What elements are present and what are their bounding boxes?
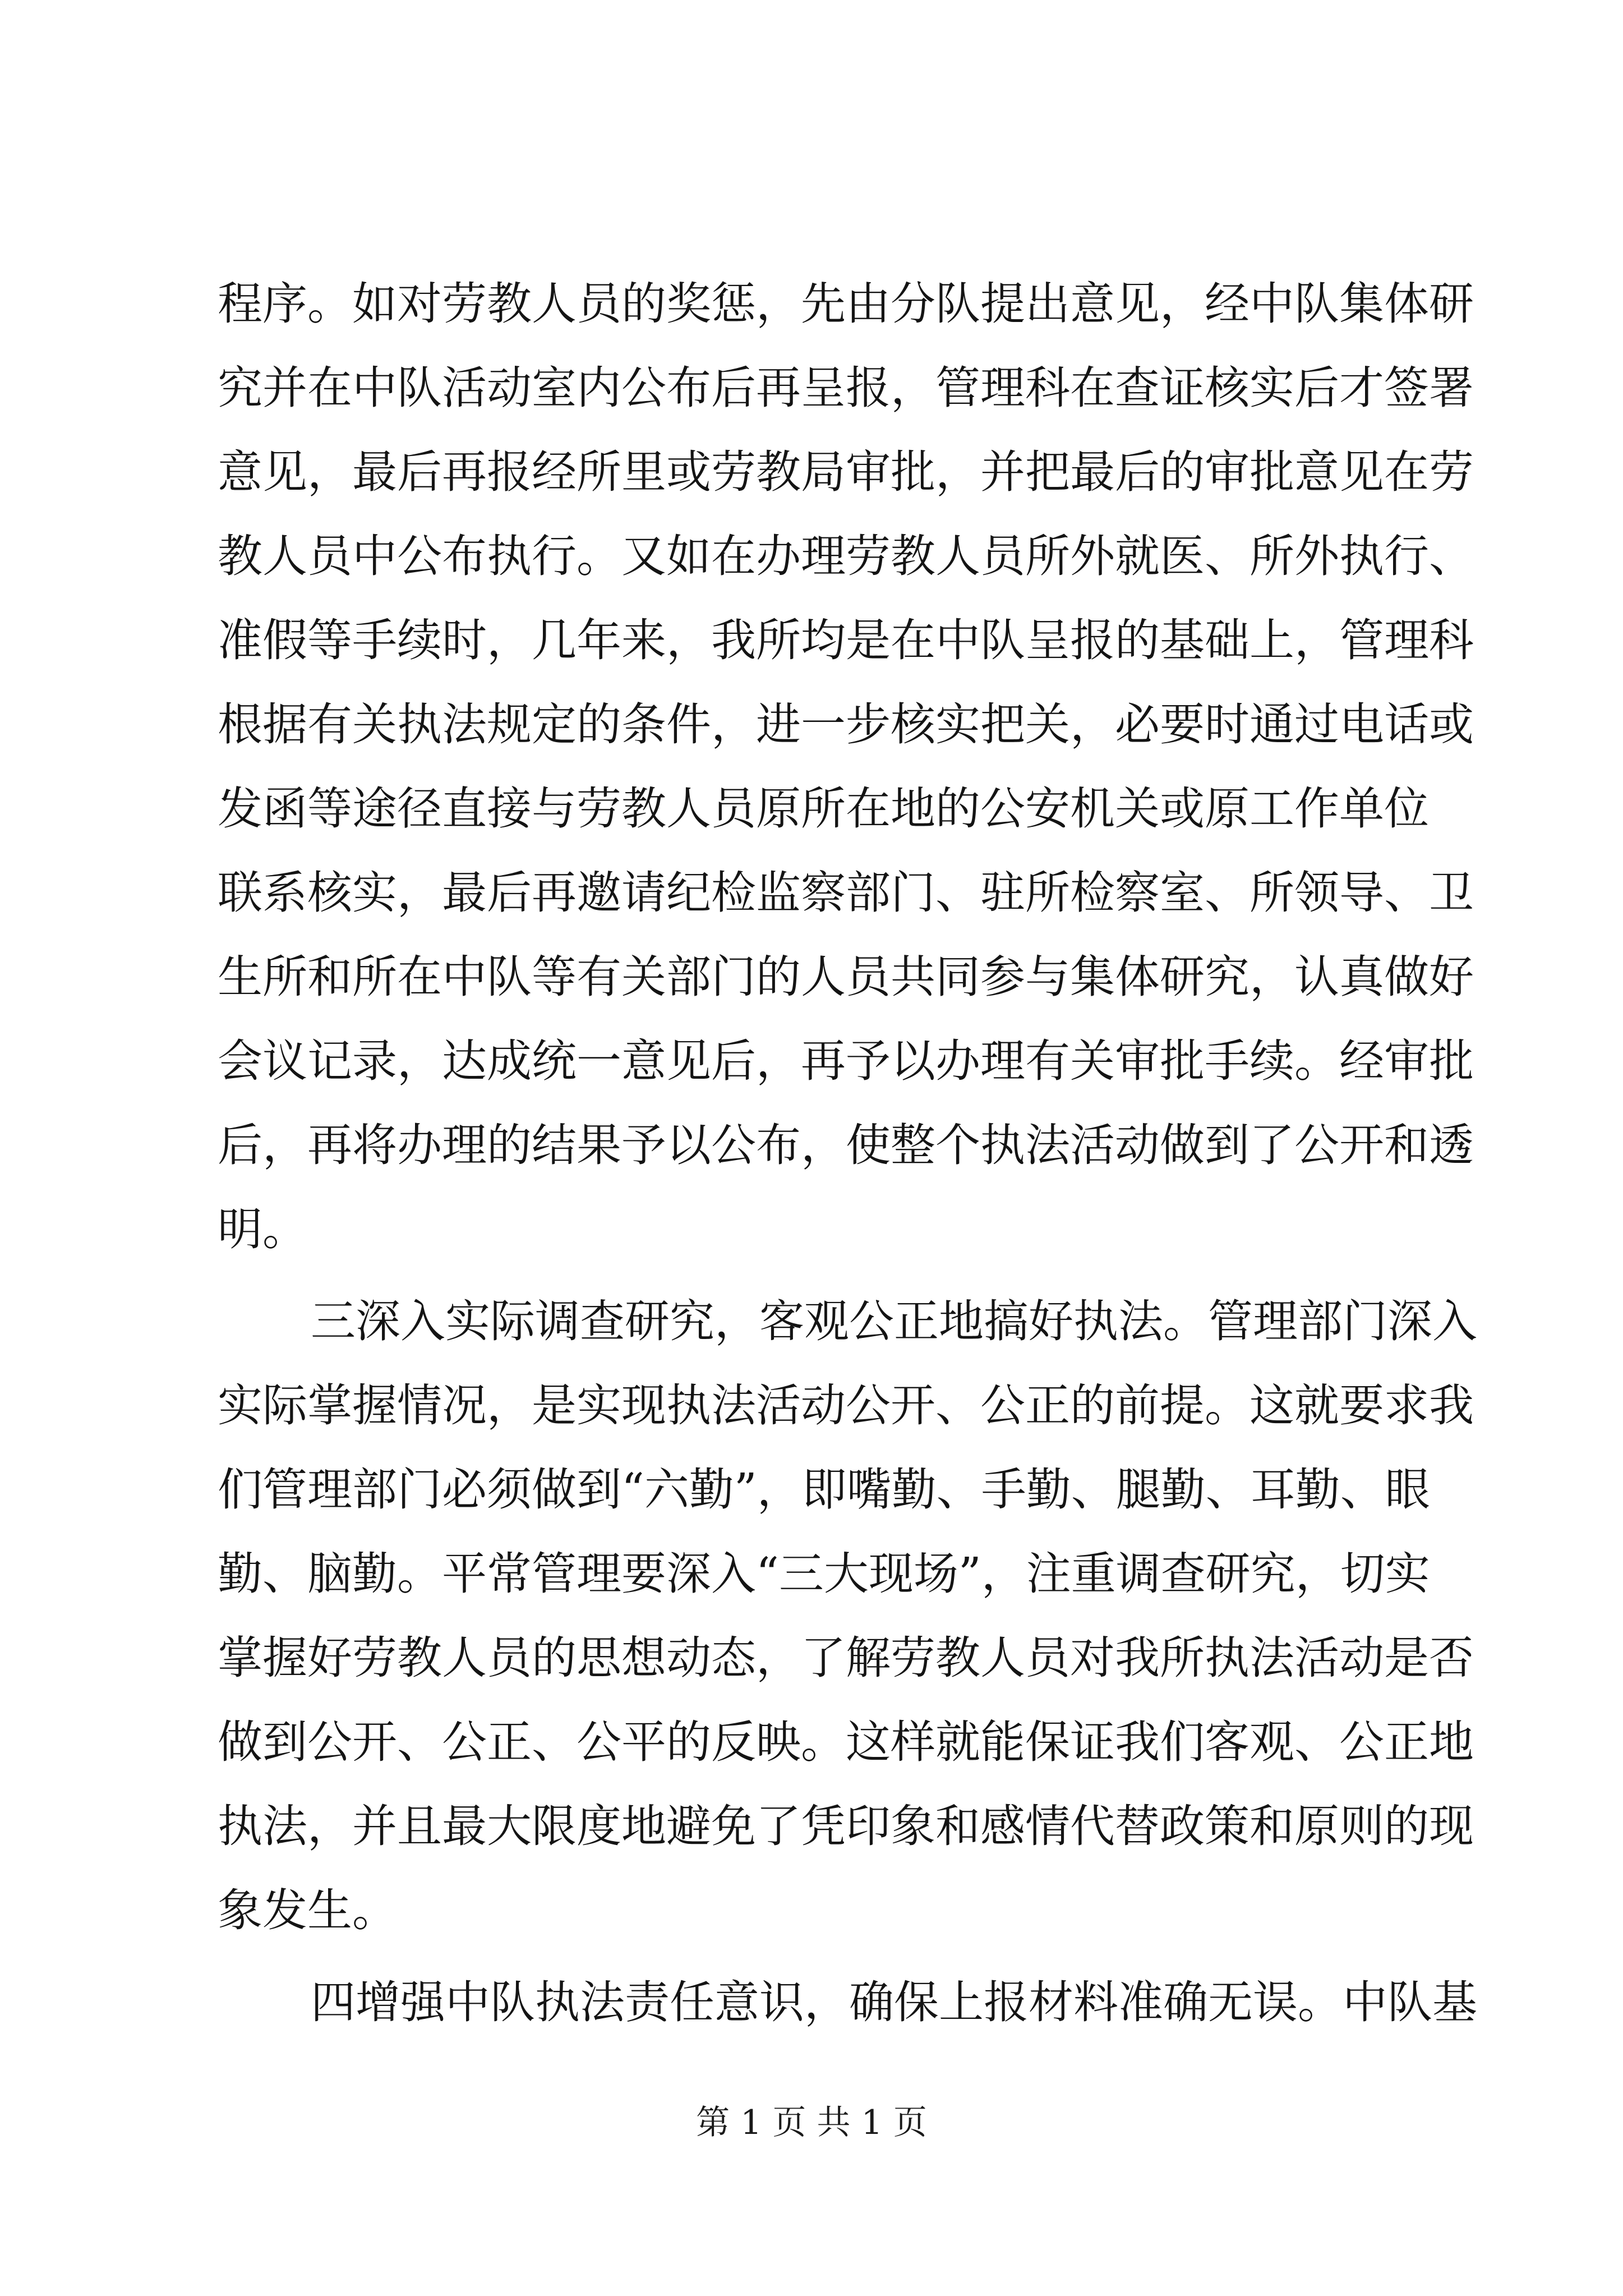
- text-line: 程序。如对劳教人员的奖惩，先由分队提出意见，经中队集体研: [218, 278, 1474, 330]
- text-line: 发函等途径直接与劳教人员原所在地的公安机关或原工作单位: [218, 783, 1429, 835]
- text-line: 掌握好劳教人员的思想动态，了解劳教人员对我所执法活动是否: [218, 1632, 1474, 1684]
- page-footer: 第 1 页 共 1 页: [696, 2103, 927, 2142]
- text-line: 究并在中队活动室内公布后再呈报，管理科在查证核实后才签署: [218, 362, 1474, 414]
- text-line: 教人员中公布执行。又如在办理劳教人员所外就医、所外执行、: [218, 530, 1474, 582]
- text-line: 四增强中队执法责任意识，确保上报材料准确无误。中队基: [311, 1976, 1477, 2028]
- text-line: 意见，最后再报经所里或劳教局审批，并把最后的审批意见在劳: [218, 446, 1474, 498]
- text-line: 做到公开、公正、公平的反映。这样就能保证我们客观、公正地: [218, 1716, 1474, 1768]
- text-line: 象发生。: [218, 1884, 397, 1936]
- text-line: 执法，并且最大限度地避免了凭印象和感情代替政策和原则的现: [218, 1800, 1474, 1852]
- text-line: 生所和所在中队等有关部门的人员共同参与集体研究，认真做好: [218, 951, 1474, 1003]
- text-line: 会议记录，达成统一意见后，再予以办理有关审批手续。经审批: [218, 1035, 1474, 1087]
- text-line: 们管理部门必须做到“六勤”，即嘴勤、手勤、腿勤、耳勤、眼: [218, 1464, 1430, 1516]
- text-line: 明。: [218, 1203, 307, 1255]
- text-line: 联系核实，最后再邀请纪检监察部门、驻所检察室、所领导、卫: [218, 867, 1474, 919]
- text-line: 后，再将办理的结果予以公布，使整个执法活动做到了公开和透: [218, 1119, 1474, 1171]
- text-line: 根据有关执法规定的条件，进一步核实把关，必要时通过电话或: [218, 698, 1474, 751]
- text-line: 勤、脑勤。平常管理要深入“三大现场”，注重调查研究，切实: [218, 1548, 1430, 1600]
- text-line: 三深入实际调查研究，客观公正地搞好执法。管理部门深入: [311, 1295, 1477, 1347]
- text-line: 准假等手续时，几年来，我所均是在中队呈报的基础上，管理科: [218, 614, 1474, 666]
- text-line: 实际掌握情况，是实现执法活动公开、公正的前提。这就要求我: [218, 1379, 1474, 1432]
